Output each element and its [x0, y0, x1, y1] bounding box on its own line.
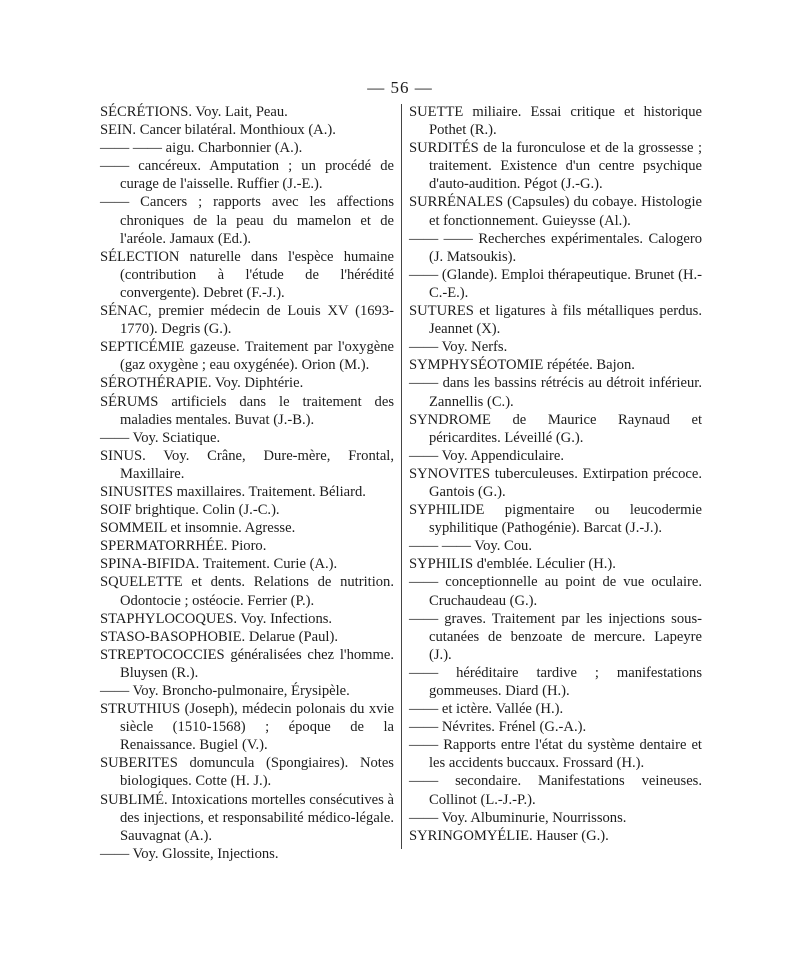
column-divider — [401, 104, 402, 849]
index-entry: —— secondaire. Manifestations veineuses. Collinot (L.-J.-P.). — [409, 773, 702, 808]
index-entry: SÉRUMS artificiels dans le traitement des maladies mentales. Buvat (J.-B.). — [100, 393, 394, 428]
index-entry: —— Voy. Glossite, Injections. — [100, 845, 279, 862]
index-entry: —— Rapports entre l'état du système dentaire et les accidents buccaux. Frossard (H.). — [409, 737, 702, 772]
index-entry: SPINA-BIFIDA. Traitement. Curie (A.). — [100, 556, 338, 573]
index-entry: SÉCRÉTIONS. Voy. Lait, Peau. — [100, 104, 288, 120]
index-entry: —— dans les bassins rétrécis au détroit inférieur. Zannellis (C.). — [409, 375, 702, 410]
index-entry: SUETTE miliaire. Essai critique et historique Pothet (R.). — [409, 104, 702, 139]
index-entry: —— héréditaire tardive ; manifestations gommeuses. Diard (H.). — [409, 664, 702, 699]
index-entry: —— Cancers ; rapports avec les affections chroniques de la peau du mamelon et de l'aréole. Jamaux (Ed.). — [100, 194, 394, 247]
index-entry: —— et ictère. Vallée (H.). — [409, 701, 564, 718]
index-entry: SPERMATORRHÉE. Pioro. — [100, 538, 267, 555]
index-entry: SYPHILIDE pigmentaire ou leucodermie syphilitique (Pathogénie). Barcat (J.-J.). — [409, 502, 702, 537]
index-entry: SOIF brightique. Colin (J.-C.). — [100, 502, 280, 519]
index-entry: SYNDROME de Maurice Raynaud et péricardites. Léveillé (G.). — [409, 411, 702, 446]
index-entry: STREPTOCOCCIES généralisées chez l'homme. Bluysen (R.). — [100, 646, 394, 681]
index-entry: SÉLECTION naturelle dans l'espèce humaine (contribution à l'étude de l'hérédité convergente). Debret (F.-J.). — [100, 248, 394, 301]
index-entry: SURDITÉS de la furonculose et de la grossesse ; traitement. Existence d'un centre psychique d'auto-audition. Pégot (J.-G.). — [409, 140, 702, 193]
index-entry: —— —— Recherches expérimentales. Calogero (J. Matsoukis). — [409, 230, 702, 265]
index-entry: —— graves. Traitement par les injections sous-cutanées de benzoate de mercure. Lapeyre (J.). — [409, 610, 702, 663]
index-entry: SYNOVITES tuberculeuses. Extirpation précoce. Gantois (G.). — [409, 465, 702, 500]
index-entry: —— (Glande). Emploi thérapeutique. Brunet (H.-C.-E.). — [409, 266, 702, 301]
index-entry: SEPTICÉMIE gazeuse. Traitement par l'oxygène (gaz oxygène ; eau oxygénée). Orion (M.). — [100, 339, 394, 374]
index-entry: —— Voy. Nerfs. — [409, 339, 508, 356]
index-entry: SURRÉNALES (Capsules) du cobaye. Histologie et fonctionnement. Guieysse (Al.). — [409, 194, 702, 229]
index-entry: —— Voy. Broncho-pulmonaire, Érysipèle. — [100, 683, 350, 699]
index-entry: SEIN. Cancer bilatéral. Monthioux (A.). — [100, 122, 336, 139]
index-entry: —— Voy. Appendiculaire. — [409, 447, 564, 464]
left-column — [100, 103, 394, 863]
index-entry: SÉNAC, premier médecin de Louis XV (1693-1770). Degris (G.). — [100, 303, 394, 338]
index-entry: SÉROTHÉRAPIE. Voy. Diphtérie. — [100, 375, 304, 392]
index-entry: SOMMEIL et insomnie. Agresse. — [100, 520, 296, 537]
index-entry: —— conceptionnelle au point de vue oculaire. Cruchaudeau (G.). — [409, 574, 702, 609]
index-entry: STAPHYLOCOQUES. Voy. Infections. — [100, 610, 333, 627]
index-entry: —— Voy. Sciatique. — [100, 429, 221, 446]
index-entry: —— cancéreux. Amputation ; un procédé de curage de l'aisselle. Ruffier (J.-E.). — [100, 158, 394, 193]
index-entry: SUTURES et ligatures à fils métalliques perdus. Jeannet (X). — [409, 303, 702, 338]
index-entry: SINUSITES maxillaires. Traitement. Béliard. — [100, 483, 366, 500]
page-number: — 56 — — [367, 78, 433, 97]
index-entry: SYPHILIS d'emblée. Léculier (H.). — [409, 556, 616, 573]
index-entry: STASO-BASOPHOBIE. Delarue (Paul). — [100, 628, 338, 645]
index-entry: SYMPHYSÉOTOMIE répétée. Bajon. — [409, 357, 635, 374]
index-entry: STRUTHIUS (Joseph), médecin polonais du xvie siècle (1510-1568) ; époque de la Renaissance. Bugiel (V.). — [100, 701, 394, 754]
index-entry: —— Névrites. Frénel (G.-A.). — [409, 719, 587, 736]
index-entry: —— —— Voy. Cou. — [409, 538, 532, 555]
index-entry: SINUS. Voy. Crâne, Dure-mère, Frontal, Maxillaire. — [100, 447, 394, 482]
index-entry: SQUELETTE et dents. Relations de nutrition. Odontocie ; ostéocie. Ferrier (P.). — [100, 574, 394, 609]
index-entry: SUBERITES domuncula (Spongiaires). Notes biologiques. Cotte (H. J.). — [100, 755, 394, 790]
index-entry: —— Voy. Albuminurie, Nourrissons. — [409, 809, 627, 826]
index-entry: SUBLIMÉ. Intoxications mortelles consécutives à des injections, et responsabilité médico-légale. Sauvagnat (A.). — [100, 791, 394, 844]
index-entry: SYRINGOMYÉLIE. Hauser (G.). — [409, 827, 609, 844]
right-column — [409, 103, 702, 845]
index-entry: —— —— aigu. Charbonnier (A.). — [100, 140, 303, 157]
